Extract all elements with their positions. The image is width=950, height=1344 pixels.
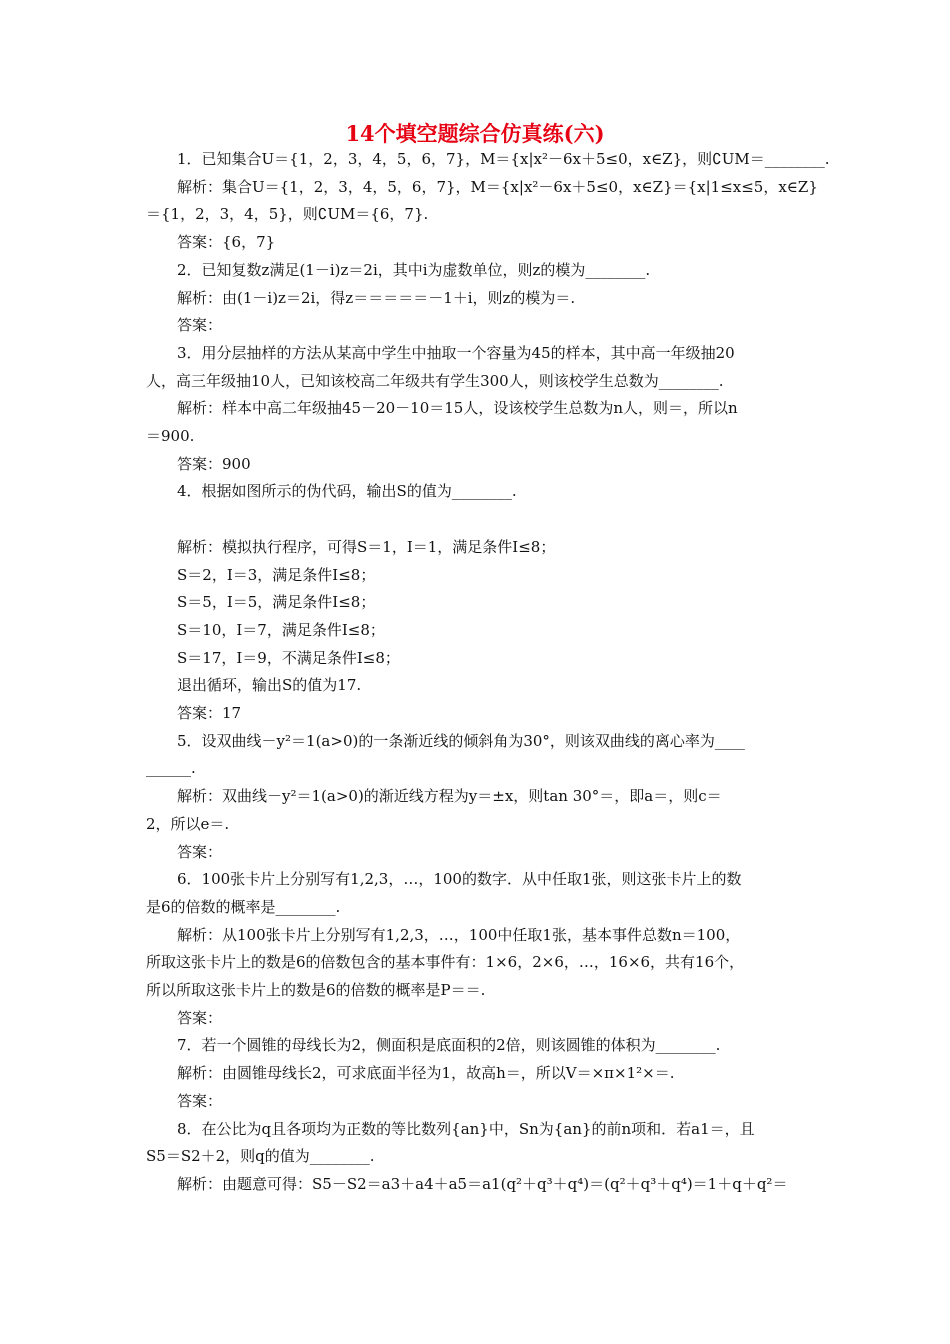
q7-solution: 解析：由圆锥母线长2，可求底面半径为1，故高h＝，所以V＝×π×1²×＝.	[177, 1064, 675, 1082]
q4-solution-step: S＝5，I＝5，满足条件I≤8；	[177, 593, 376, 611]
q4-solution-step: S＝2，I＝3，满足条件I≤8；	[177, 566, 376, 584]
q5-solution-cont: 2，所以e＝.	[146, 815, 230, 833]
q5-question: 5．设双曲线－y²＝1(a>0)的一条渐近线的倾斜角为30°，则该双曲线的离心率为____	[177, 732, 745, 750]
q6-solution-cont: 所取这张卡片上的数是6的倍数包含的基本事件有：1×6，2×6，…，16×6，共有16个，	[146, 953, 745, 971]
q4-solution: 解析：模拟执行程序，可得S＝1，I＝1，满足条件I≤8；	[177, 538, 556, 556]
q5-answer: 答案：	[177, 843, 223, 861]
q1-solution-cont: ＝{1，2，3，4，5}，则∁UM＝{6，7}.	[146, 205, 429, 223]
q3-question: 3．用分层抽样的方法从某高中学生中抽取一个容量为45的样本，其中高一年级抽20	[177, 344, 735, 362]
q3-solution: 解析：样本中高二年级抽45－20－10＝15人，设该校学生总数为n人，则＝，所以n	[177, 399, 738, 417]
q8-question-cont: S5＝S2＋2，则q的值为________.	[146, 1147, 375, 1165]
q4-answer: 答案：17	[177, 704, 242, 722]
q3-answer: 答案：900	[177, 455, 251, 473]
q2-solution: 解析：由(1－i)z＝2i，得z＝＝＝＝＝－1＋i，则z的模为＝.	[177, 289, 576, 307]
q6-solution: 解析：从100张卡片上分别写有1,2,3，…，100中任取1张，基本事件总数n＝100，	[177, 926, 741, 944]
q4-solution-step: S＝10，I＝7，满足条件I≤8；	[177, 621, 385, 639]
q3-question-cont: 人，高三年级抽10人，已知该校高二年级共有学生300人，则该校学生总数为________.	[146, 372, 724, 390]
q4-question: 4．根据如图所示的伪代码，输出S的值为________.	[177, 482, 517, 500]
q7-answer: 答案：	[177, 1092, 223, 1110]
q2-answer: 答案：	[177, 316, 223, 334]
document-title: 14个填空题综合仿真练(六)	[345, 121, 605, 146]
q1-question: 1．已知集合U＝{1，2，3，4，5，6，7}，M＝{x|x²－6x＋5≤0，x∈Z}，则∁UM＝________.	[177, 150, 830, 168]
q5-solution: 解析：双曲线－y²＝1(a>0)的渐近线方程为y＝±x，则tan 30°＝，即a＝，则c＝	[177, 787, 722, 805]
q7-question: 7．若一个圆锥的母线长为2，侧面积是底面积的2倍，则该圆锥的体积为________.	[177, 1036, 721, 1054]
q8-question: 8．在公比为q且各项均为正数的等比数列{an}中，Sn为{an}的前n项和．若a1＝，且	[177, 1120, 755, 1138]
q4-solution-step: 退出循环，输出S的值为17.	[177, 676, 362, 694]
q3-solution-cont: ＝900.	[146, 427, 195, 445]
q5-question-cont: ______.	[146, 759, 196, 777]
q4-solution-step: S＝17，I＝9，不满足条件I≤8；	[177, 649, 400, 667]
q6-solution-cont: 所以所取这张卡片上的数是6的倍数的概率是P＝＝.	[146, 981, 486, 999]
q6-answer: 答案：	[177, 1009, 223, 1027]
q6-question-cont: 是6的倍数的概率是________.	[146, 898, 341, 916]
q6-question: 6．100张卡片上分别写有1,2,3，…，100的数字．从中任取1张，则这张卡片上的数	[177, 870, 742, 888]
q2-question: 2．已知复数z满足(1－i)z＝2i，其中i为虚数单位，则z的模为________.	[177, 261, 651, 279]
q8-solution: 解析：由题意可得：S5－S2＝a3＋a4＋a5＝a1(q²＋q³＋q⁴)＝(q²＋q³＋q⁴)＝1＋q＋q²＝	[177, 1175, 788, 1193]
q1-answer: 答案：{6，7}	[177, 233, 276, 251]
q1-solution: 解析：集合U＝{1，2，3，4，5，6，7}，M＝{x|x²－6x＋5≤0，x∈Z}＝{x|1≤x≤5，x∈Z}	[177, 178, 818, 196]
